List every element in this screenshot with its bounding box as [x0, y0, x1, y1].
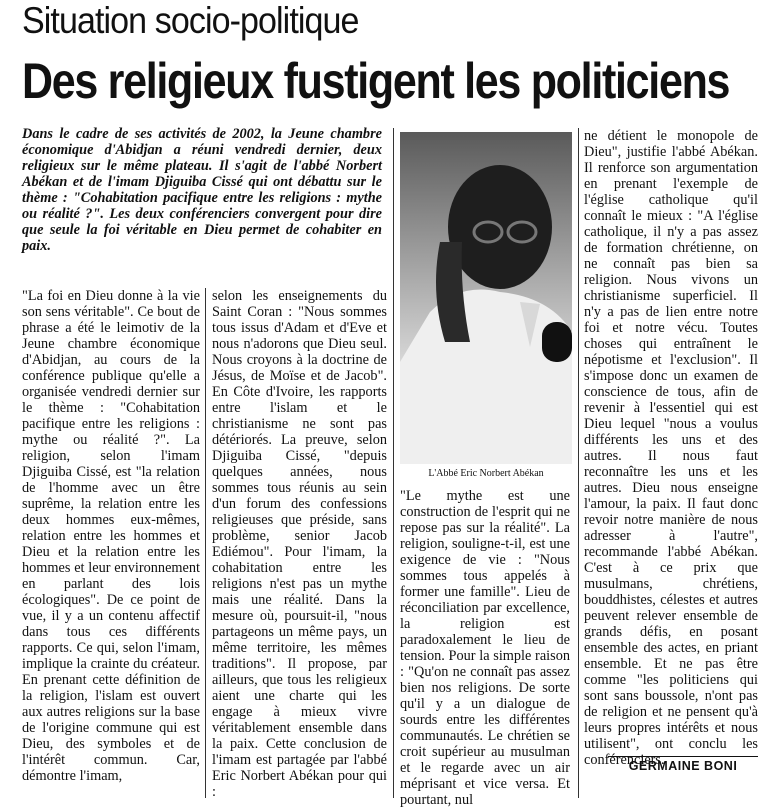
portrait-photo-icon [400, 132, 572, 464]
headline: Des religieux fustigent les politiciens [22, 53, 730, 109]
column-4-text: ne détient le monopole de Dieu", justifie l'abbé Abékan. Il renforce son argumentation en prenant l'exemple de l'église catholique qu'il connaît le mieux : "A l'église catholique, il n'y a pas assez de formation chrétienne, on ne connaît pas bien sa religion. Nous vivons un christianisme superficiel. Il n'y a pas de lien entre notre foi et notre vécu. Toutes choses qui entraînent le népotisme et l'exclusion". Il s'impose donc un examen de conscience de tous, afin de revenir à l'essentiel qui est Dieu lequel "nous a voulus différents les uns et des autres. Il nous faut reconnaître les uns et les autres. Dieu nous enseigne l'amour, la paix. Il faut donc revoir notre manière de nous adresser à l'autre", recommande l'abbé Abékan. C'est à ce prix que musulmans, chrétiens, bouddhistes, célestes et autres peuvent relever ensemble de grands défis, en posant ensemble des actes, en priant ensemble. Et ne pas être comme "les politiciens qui sont sans boussole, n'ont pas de religion et ne pensent qu'à leurs propres intérêts et nous utilisent", ont conclu les conférenciers. [584, 128, 758, 768]
section-kicker: Situation socio-politique [22, 0, 359, 41]
column-divider [578, 128, 579, 798]
article-column-3 [400, 488, 570, 808]
column-3-text: "Le mythe est une construction de l'esprit qui ne repose pas sur la réalité". La religion, souligne-t-il, est une exigence de vie : "Nous sommes tous appelés à former une famille". Lieu de réconciliation par excellence, la religion est paradoxalement le lieu de tension. Pour la simple raison : "Qu'on ne connaît pas assez bien nos religions. De sorte qu'il y a un dialogue de sourds entre les différentes communautés. Le chrétien se croit supérieur au musulman et le regarde avec un air méprisant et vice versa. Et pourtant, nul [400, 488, 570, 808]
article-lede [22, 126, 382, 278]
lede-text: Dans le cadre de ses activités de 2002, la Jeune chambre économique d'Abidjan a réuni vendredi dernier, deux religieux sur le même plateau. Il s'agit de l'abbé Norbert Abékan et de l'imam Djiguiba Cissé qui ont débattu sur le thème : "Cohabitation pacifique entre les religions : mythe ou réalité ?". Les deux conférenciers convergent pour dire que seule la foi véritable en Dieu permet de cohabiter en paix. [22, 126, 382, 254]
author-byline: GERMAINE BONI [608, 756, 758, 773]
column-divider [393, 128, 394, 798]
article-column-1 [22, 288, 200, 798]
photo-caption: L'Abbé Eric Norbert Abékan [428, 468, 544, 479]
article-column-2 [212, 288, 387, 798]
column-divider [205, 288, 206, 798]
portrait-photo [400, 132, 572, 464]
column-1-text: "La foi en Dieu donne à la vie son sens véritable". Ce bout de phrase a été le leimotiv de la Jeune chambre économique d'Abidjan, au cours de la conférence publique qu'elle a organisée vendredi dernier sur le thème : "Cohabitation pacifique entre les religions : mythe ou réalité ?". La religion, selon l'imam Djiguiba Cissé, est "la relation de l'homme avec un être suprême, la relation entre les deux hommes eux-mêmes, relation entre les hommes et Dieu et la relation entre les hommes et leur environnement en parlant des lois écologiques". De ce point de vue, il y a un contenu affectif dans tous ces différents rapports. Ce qui, selon l'imam, implique la crainte du créateur. En prenant cette définition de la religion, l'islam est ouvert aux autres religions sur la base de l'origine commune qui est Dieu, des symboles et de l'intérêt commun. Car, démontre l'imam, [22, 288, 200, 784]
column-2-text: selon les enseignements du Saint Coran : "Nous sommes tous issus d'Adam et d'Eve et nous n'adorons que Dieu seul. Nous croyons à la doctrine de Jésus, de Moïse et de Jacob". En Côte d'Ivoire, les rapports entre l'islam et le christianisme ne sont pas détériorés. La preuve, selon Djiguiba Cissé, "depuis quelques années, nous sommes tous réunis au sein d'un forum des confessions religieuses que préside, sans problème, senior Jacob Ediémou". Pour l'imam, la cohabitation entre les religions n'est pas un mythe mais une réalité. Dans la mesure où, poursuit-il, "nous partageons un même pays, un même territoire, les mêmes traditions". Il propose, par ailleurs, que tous les religieux aient une charte qui les engage à mieux vivre véritablement ensemble dans la paix. Cette conclusion de l'imam est partagée par l'abbé Eric Norbert Abékan pour qui : [212, 288, 387, 800]
